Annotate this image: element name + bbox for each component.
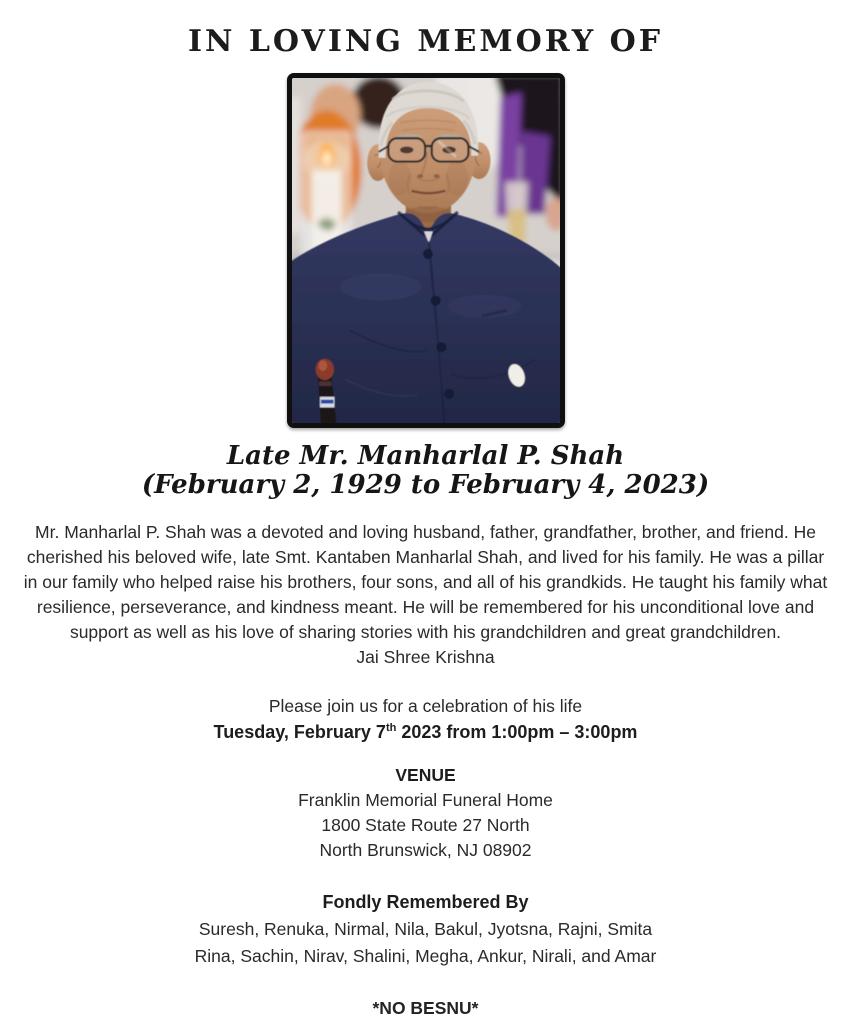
venue-heading: VENUE [395, 765, 456, 785]
event-datetime [214, 719, 638, 745]
remembrance-names-line1: Suresh, Renuka, Nirmal, Nila, Bakul, Jyotsna, Rajni, Smita [198, 919, 653, 939]
name-section [142, 442, 709, 500]
obituary-paragraph: Mr. Manharlal P. Shah was a devoted and loving husband, father, grandfather, brother, and friend. He cherished his beloved wife, late Smt. Kantaben Manharlal Shah, and lived for his family. He was a pillar in our family who helped raise his brothers, four sons, and all of his grandkids. He taught his family what resilience, perseverance, and kindness meant. He will be remembered for his unconditional love and support as well as his love of sharing stories with his grandchildren and great grandchildren. [23, 522, 828, 642]
footer-note: *NO BESNU* [372, 998, 479, 1018]
event-date-ordinal: th [385, 722, 397, 734]
obituary-closing: Jai Shree Krishna [356, 647, 495, 667]
life-dates: (February 2, 1929 to February 4, 2023) [141, 470, 710, 500]
event-date-pre: Tuesday, February 7 [213, 722, 386, 742]
event-date-post: 2023 from 1:00pm – 3:00pm [396, 722, 638, 742]
page-title: IN LOVING MEMORY OF [187, 24, 664, 59]
memorial-photo-illustration [292, 78, 560, 423]
remembrance-names-line2: Rina, Sachin, Nirav, Shalini, Megha, Ankur, Nirali, and Amar [194, 946, 657, 966]
invitation-line: Please join us for a celebration of his life [268, 696, 583, 716]
deceased-name: Late Mr. Manharlal P. Shah [226, 441, 625, 471]
obituary-section [20, 520, 832, 670]
venue-address-line2: North Brunswick, NJ 08902 [319, 840, 532, 860]
remembrance-heading: Fondly Remembered By [322, 892, 529, 912]
venue-section [298, 763, 553, 863]
memorial-photo [287, 73, 565, 428]
venue-name: Franklin Memorial Funeral Home [298, 790, 553, 810]
venue-address-line1: 1800 State Route 27 North [321, 815, 530, 835]
remembrance-section [195, 889, 657, 970]
invitation-section [214, 694, 638, 745]
